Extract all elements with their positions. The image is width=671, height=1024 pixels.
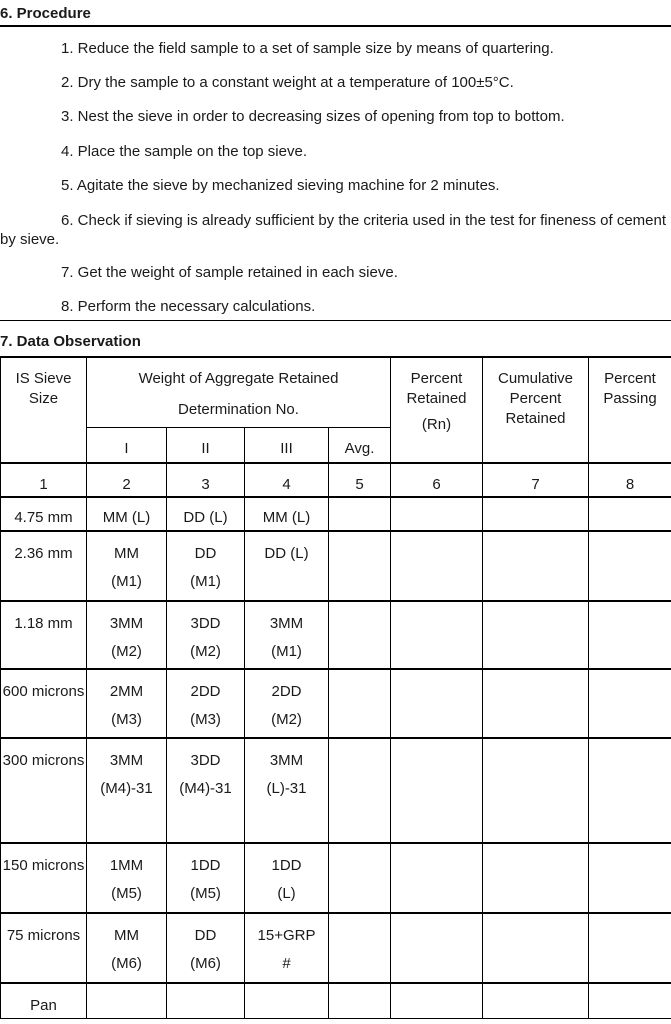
empty-cell (329, 983, 391, 1018)
cell-line: (M2) (190, 643, 221, 660)
empty-cell (391, 738, 483, 843)
table-row (1, 843, 671, 913)
empty-cell (483, 738, 589, 843)
cell-line: DD (194, 545, 217, 562)
cell-line: DD (194, 927, 217, 944)
cell-line: MM (L) (102, 509, 151, 526)
section-divider (0, 320, 671, 321)
empty-cell (589, 601, 671, 669)
table-row (1, 497, 671, 531)
cell-line: 1MM (109, 857, 144, 874)
header-percent-passing: Percent Passing (589, 357, 671, 463)
cell-line: 3DD (190, 615, 221, 632)
cell-line: MM (114, 927, 139, 944)
data-observation-table (0, 356, 671, 1019)
header-det-2: II (167, 427, 245, 463)
table-body (1, 497, 671, 1018)
empty-cell (483, 497, 589, 531)
col-number-8: 8 (589, 463, 671, 497)
determination-3-cell (245, 601, 329, 669)
procedure-step-1: 1. Reduce the field sample to a set of sample size by means of quartering. (61, 40, 554, 57)
determination-2-cell (167, 983, 245, 1018)
procedure-step-7: 7. Get the weight of sample retained in each sieve. (61, 264, 398, 281)
col-number-5: 5 (329, 463, 391, 497)
header-det-avg: Avg. (329, 427, 391, 463)
col-number-2: 2 (87, 463, 167, 497)
cell-line: DD (L) (264, 545, 309, 562)
header-weight-group: Weight of Aggregate Retained (87, 357, 391, 392)
determination-3-cell (245, 913, 329, 983)
table-row (1, 669, 671, 738)
percent-retained-label: Percent Retained (406, 370, 467, 407)
sieve-size-cell: 1.18 mm (1, 601, 87, 669)
sieve-size-cell: 4.75 mm (1, 497, 87, 531)
procedure-step-6: 6. Check if sieving is already sufficient by the criteria used in the test for fineness of cement by sieve. (0, 212, 667, 248)
determination-2-cell (167, 531, 245, 601)
determination-1-cell (87, 913, 167, 983)
table-row (1, 601, 671, 669)
empty-cell (391, 983, 483, 1018)
cell-line: (M1) (190, 573, 221, 590)
cell-line: MM (114, 545, 139, 562)
sieve-size-cell: 2.36 mm (1, 531, 87, 601)
empty-cell (329, 497, 391, 531)
determination-3-cell (245, 983, 329, 1018)
cell-line: (M6) (190, 955, 221, 972)
observation-heading: 7. Data Observation (0, 333, 141, 350)
cell-line: (M5) (190, 885, 221, 902)
empty-cell (329, 601, 391, 669)
empty-cell (483, 669, 589, 738)
col-number-6: 6 (391, 463, 483, 497)
cell-line: (M2) (271, 711, 302, 728)
cell-line: (L) (277, 885, 296, 902)
header-percent-retained (391, 357, 483, 463)
procedure-step-4: 4. Place the sample on the top sieve. (61, 143, 307, 160)
empty-cell (589, 531, 671, 601)
table-row (1, 531, 671, 601)
cell-line: DD (L) (183, 509, 228, 526)
empty-cell (589, 497, 671, 531)
cell-line: 1DD (271, 857, 302, 874)
empty-cell (391, 669, 483, 738)
header-det-3: III (245, 427, 329, 463)
header-det-1: I (87, 427, 167, 463)
empty-cell (391, 843, 483, 913)
cell-line: # (282, 955, 291, 972)
sieve-size-cell: 600 microns (1, 669, 87, 738)
empty-cell (329, 913, 391, 983)
procedure-step-5: 5. Agitate the sieve by mechanized sieving machine for 2 minutes. (61, 177, 500, 194)
empty-cell (391, 601, 483, 669)
cell-line: (M6) (111, 955, 142, 972)
empty-cell (329, 531, 391, 601)
cell-line: 2DD (271, 683, 302, 700)
procedure-step-3: 3. Nest the sieve in order to decreasing sizes of opening from top to bottom. (61, 108, 565, 125)
empty-cell (329, 669, 391, 738)
col-number-4: 4 (245, 463, 329, 497)
cell-line: (M3) (111, 711, 142, 728)
empty-cell (589, 913, 671, 983)
cell-line: (M1) (271, 643, 302, 660)
col-number-1: 1 (1, 463, 87, 497)
cell-line: (M5) (111, 885, 142, 902)
empty-cell (589, 738, 671, 843)
determination-2-cell (167, 913, 245, 983)
cell-line: 3MM (269, 752, 304, 769)
empty-cell (391, 531, 483, 601)
sieve-size-cell: 75 microns (1, 913, 87, 983)
cell-line: 3DD (190, 752, 221, 769)
determination-3-cell (245, 669, 329, 738)
determination-3-cell (245, 738, 329, 843)
determination-1-cell (87, 843, 167, 913)
rn-label: (Rn) (421, 416, 452, 433)
cell-line: (M4)-31 (100, 780, 153, 797)
cell-line: 15+GRP (257, 927, 316, 944)
col-number-7: 7 (483, 463, 589, 497)
cell-line: 1DD (190, 857, 221, 874)
cell-line: 3MM (269, 615, 304, 632)
determination-2-cell (167, 669, 245, 738)
sieve-size-cell: 150 microns (1, 843, 87, 913)
header-determination: Determination No. (87, 392, 391, 427)
cell-line: 3MM (109, 615, 144, 632)
determination-3-cell (245, 843, 329, 913)
sieve-size-cell: 300 microns (1, 738, 87, 843)
col-number-3: 3 (167, 463, 245, 497)
procedure-heading: 6. Procedure (0, 5, 91, 22)
cell-line: (M2) (111, 643, 142, 660)
cell-line: (L)-31 (266, 780, 307, 797)
cell-line: (M4)-31 (179, 780, 232, 797)
table-row (1, 738, 671, 843)
determination-1-cell (87, 983, 167, 1018)
determination-3-cell (245, 531, 329, 601)
empty-cell (589, 669, 671, 738)
determination-1-cell (87, 601, 167, 669)
empty-cell (483, 983, 589, 1018)
determination-1-cell (87, 738, 167, 843)
procedure-step-8: 8. Perform the necessary calculations. (61, 298, 316, 315)
empty-cell (329, 843, 391, 913)
cell-line: 2DD (190, 683, 221, 700)
sieve-size-cell: Pan (1, 983, 87, 1018)
procedure-step-2: 2. Dry the sample to a constant weight at a temperature of 100±5°C. (61, 74, 514, 91)
cell-line: 3MM (109, 752, 144, 769)
determination-1-cell (87, 669, 167, 738)
empty-cell (483, 913, 589, 983)
cell-line: 2MM (109, 683, 144, 700)
determination-2-cell (167, 497, 245, 531)
header-cumulative: Cumulative Percent Retained (483, 357, 589, 463)
determination-1-cell (87, 531, 167, 601)
empty-cell (391, 913, 483, 983)
empty-cell (483, 531, 589, 601)
empty-cell (589, 983, 671, 1018)
determination-3-cell (245, 497, 329, 531)
cell-line: (M1) (111, 573, 142, 590)
cell-line: (M3) (190, 711, 221, 728)
determination-1-cell (87, 497, 167, 531)
empty-cell (589, 843, 671, 913)
determination-2-cell (167, 601, 245, 669)
determination-2-cell (167, 843, 245, 913)
cell-line: MM (L) (262, 509, 311, 526)
empty-cell (483, 843, 589, 913)
table-row (1, 913, 671, 983)
table-row (1, 983, 671, 1018)
empty-cell (391, 497, 483, 531)
empty-cell (329, 738, 391, 843)
determination-2-cell (167, 738, 245, 843)
header-sieve-size: IS Sieve Size (1, 357, 87, 463)
procedure-heading-rule (0, 25, 671, 27)
empty-cell (483, 601, 589, 669)
